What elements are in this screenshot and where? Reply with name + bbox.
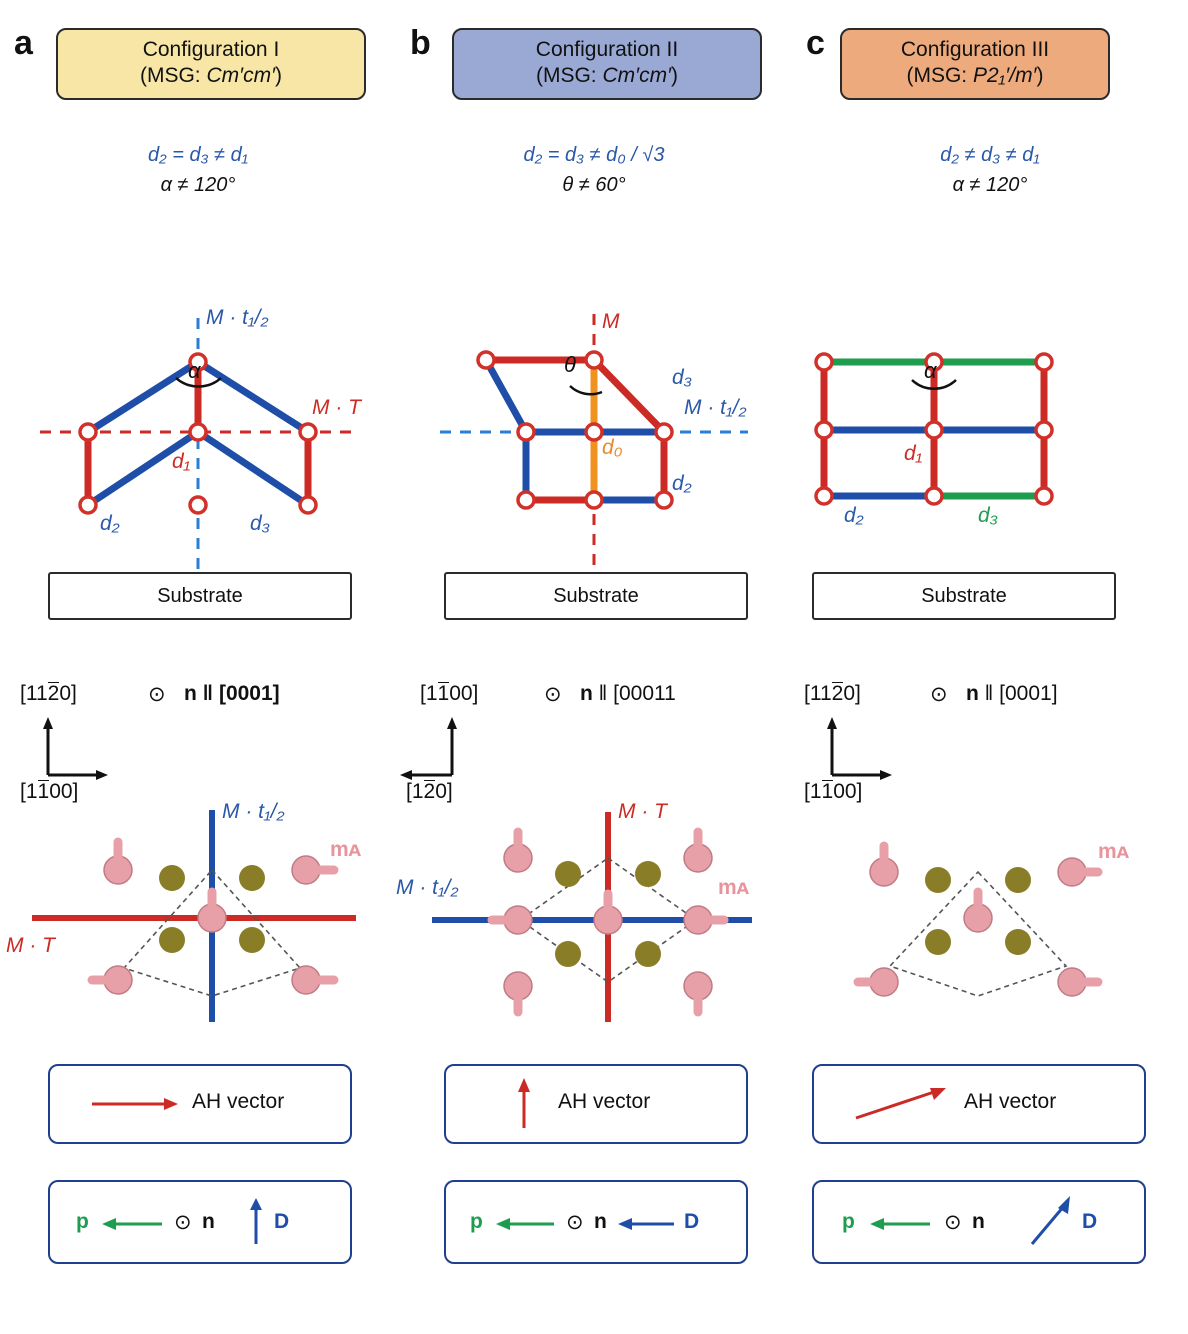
label-angle-theta: θ [564,352,576,377]
axis-label-vertical: [1120] [20,682,77,705]
label-d2: d₂ [844,504,864,527]
lattice-diagram-1 [0,300,396,607]
label-n: n [594,1210,607,1233]
label-p: p [842,1210,855,1233]
label-angle-alpha: α [924,358,937,383]
label-d3: d₃ [250,512,271,535]
label-d2: d₂ [100,512,120,535]
label-d3: d₃ [978,504,999,527]
spin-svg-2 [396,800,792,1030]
normal-label: n ‖ [0001] [184,682,280,705]
normal-symbol-icon: ⊙ [148,683,166,706]
panel-letter-c: c [806,24,825,62]
axes-3 [792,680,1188,803]
pnd-icons [50,1182,350,1262]
title-box-configuration-2 [452,28,762,100]
ah-vector-label: AH vector [192,1090,285,1113]
lattice-svg-3 [792,300,1188,600]
condition-line-2: α ≠ 120° [952,174,1028,196]
normal-symbol-icon: ⊙ [544,683,562,706]
panel-configuration-2 [396,0,792,1334]
normal-label: n ‖ [00011 [580,682,676,705]
title-box-configuration-3 [840,28,1110,100]
ah-vector-box-2 [444,1064,748,1144]
spin-structure-3 [792,800,1188,1030]
label-spin-mirror-blue: M · t₁/₂ [396,876,459,899]
label-d2: d₂ [672,472,692,495]
n-symbol-icon: ⊙ [944,1211,962,1234]
label-p: p [76,1210,89,1233]
label-spin-mirror-blue: M · t₁/₂ [222,800,285,823]
ah-vector-box-3 [812,1064,1146,1144]
conditions-1 [0,140,396,200]
panel-letter-a: a [14,24,33,62]
spin-structure-2 [396,800,792,1030]
spin-svg-3 [792,800,1188,1030]
pnd-box-1 [48,1180,352,1264]
label-D: D [684,1210,700,1233]
normal-symbol-icon: ⊙ [930,683,948,706]
panel-configuration-3 [792,0,1188,1334]
spin-svg-1 [0,800,396,1030]
label-n: n [202,1210,215,1233]
lattice-svg-1 [0,300,396,600]
label-moment: mᴀ [718,876,750,899]
label-angle-alpha: α [188,358,201,383]
label-D: D [1082,1210,1098,1233]
n-symbol-icon: ⊙ [566,1211,584,1234]
label-d1: d₁ [172,450,191,473]
condition-line-2: θ ≠ 60° [562,174,626,196]
panel-configuration-1 [0,0,396,1334]
panel-letter-b: b [410,24,431,62]
label-d1: d₁ [904,442,923,465]
pnd-box-3 [812,1180,1146,1264]
lattice-diagram-3 [792,300,1188,607]
label-mirror-vertical: M · t₁/₂ [206,306,269,329]
condition-line-1: d₂ = d₃ ≠ d₁ [147,144,249,166]
ah-vector-box-1 [48,1064,352,1144]
conditions-2 [396,140,792,200]
label-moment: mᴀ [1098,840,1130,863]
title-line-1: Configuration I [142,38,280,61]
label-n: n [972,1210,985,1233]
ah-vector-label: AH vector [964,1090,1057,1113]
label-p: p [470,1210,483,1233]
axes-1 [0,680,396,803]
condition-line-1: d₂ = d₃ ≠ d₀ / √3 [523,144,665,166]
title-line-2: (MSG: P2₁′/m′) [906,64,1044,87]
lattice-svg-2 [396,300,792,600]
axis-label-vertical: [1120] [804,682,861,705]
axis-label-horizontal: [1100] [20,780,79,803]
title-line-1: Configuration II [535,38,679,61]
conditions-3 [792,140,1188,200]
title-box-configuration-1 [56,28,366,100]
label-d0: d₀ [602,436,623,459]
pnd-box-2 [444,1180,748,1264]
label-mirror-horizontal: M · t₁/₂ [684,396,747,419]
title-line-2: (MSG: Cm′cm′) [535,64,679,87]
lattice-diagram-2 [396,300,792,607]
substrate-box-3: Substrate [812,572,1116,620]
normal-label: n ‖ [0001] [966,682,1058,705]
label-spin-mirror-red: M · T [618,800,667,823]
label-D: D [274,1210,290,1233]
condition-line-1: d₂ ≠ d₃ ≠ d₁ [940,144,1040,166]
label-d3: d₃ [672,366,693,389]
spin-structure-1 [0,800,396,1030]
axes-2 [396,680,792,803]
axis-label-vertical: [1100] [420,682,479,705]
axis-label-horizontal: [1100] [804,780,863,803]
condition-line-2: α ≠ 120° [160,174,236,196]
substrate-box-1: Substrate [48,572,352,620]
n-symbol-icon: ⊙ [174,1211,192,1234]
title-line-1: Configuration III [900,38,1050,61]
substrate-box-2: Substrate [444,572,748,620]
label-spin-mirror-red: M · T [6,934,55,957]
axis-label-horizontal: [120] [406,780,453,803]
label-mirror-vertical: M [602,310,620,333]
title-line-2: (MSG: Cm′cm′) [139,64,283,87]
ah-vector-label: AH vector [558,1090,651,1113]
label-moment: mᴀ [330,838,362,861]
label-mirror-horizontal: M · T [312,396,361,419]
